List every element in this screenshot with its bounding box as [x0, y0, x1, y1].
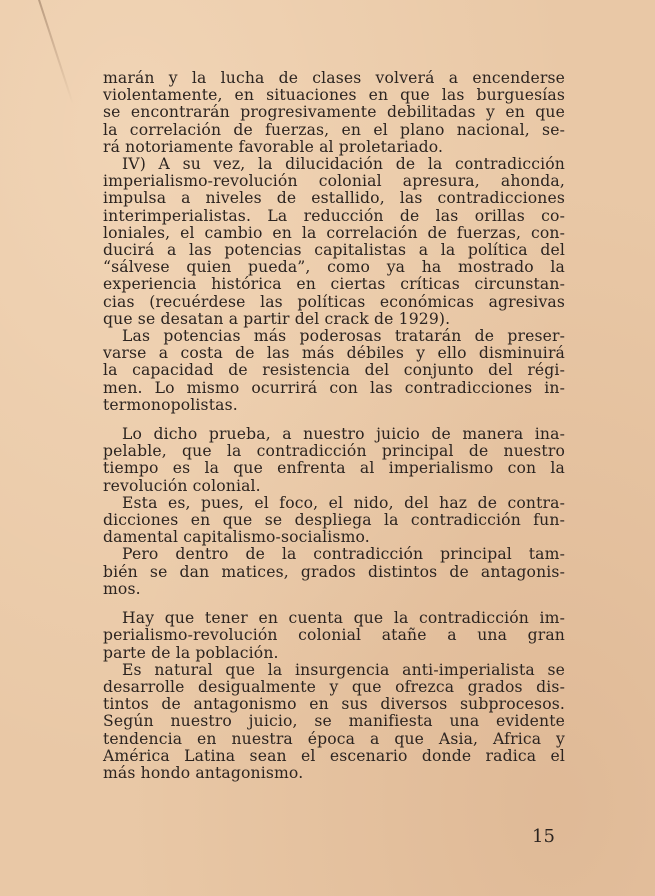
paragraph — [103, 426, 565, 495]
text-line: se encontrarán progresivamente debilitadas y en que — [103, 103, 565, 122]
text-line: Lo dicho prueba, a nuestro juicio de manera ina- — [122, 425, 565, 444]
text-line: imperialismo-revolución colonial apresura, ahonda, — [103, 172, 565, 191]
text-line: más hondo antagonismo. — [103, 763, 304, 782]
text-line: la capacidad de resistencia del conjunto del régi- — [103, 361, 565, 380]
text-line: Pero dentro de la contradicción principal tam- — [122, 545, 565, 564]
page-crease — [38, 0, 74, 105]
text-line: la correlación de fuerzas, en el plano nacional, se- — [103, 120, 565, 139]
text-line: experiencia histórica en ciertas críticas circunstan- — [103, 275, 565, 294]
text-line: perialismo-revolución colonial atañe a una gran — [103, 626, 565, 645]
text-line: Es natural que la insurgencia anti-imperialista se — [122, 660, 565, 679]
text-line: desarrolle desigualmente y que ofrezca grados dis- — [103, 677, 565, 696]
text-line: loniales, el cambio en la correlación de fuerzas, con- — [103, 223, 565, 242]
text-line: varse a costa de las más débiles y ello disminuirá — [103, 344, 565, 363]
text-line: bién se dan matices, grados distintos de antagonis- — [103, 562, 565, 581]
paragraph — [103, 328, 565, 414]
text-line: “sálvese quien pueda”, como ya ha mostrado la — [103, 258, 565, 277]
text-line: men. Lo mismo ocurrirá con las contradicciones in- — [103, 378, 565, 397]
text-line: tintos de antagonismo en sus diversos subprocesos. — [103, 695, 565, 714]
paragraph — [103, 610, 565, 662]
text-line: dicciones en que se despliega la contradicción fun- — [103, 511, 565, 530]
text-line: revolución colonial. — [103, 476, 261, 495]
text-line: impulsa a niveles de estallido, las contradicciones — [103, 189, 565, 208]
text-line: rá notoriamente favorable al proletariado. — [103, 137, 444, 156]
text-line: Según nuestro juicio, se manifiesta una evidente — [103, 712, 565, 731]
text-line: América Latina sean el escenario donde radica el — [103, 746, 565, 765]
paragraph — [103, 546, 565, 598]
book-page-text — [103, 70, 565, 782]
paragraph — [103, 70, 565, 156]
page-number: 15 — [532, 826, 555, 847]
text-line: tiempo es la que enfrenta al imperialismo con la — [103, 459, 565, 478]
text-line: termonopolistas. — [103, 395, 238, 414]
text-line: IV) A su vez, la dilucidación de la contradicción — [122, 155, 565, 174]
text-line: pelable, que la contradicción principal de nuestro — [103, 442, 565, 461]
text-line: Hay que tener en cuenta que la contradicción im- — [122, 609, 565, 628]
paragraph — [103, 662, 565, 782]
text-line: parte de la población. — [103, 643, 279, 662]
text-line: tendencia en nuestra época a que Asia, Africa y — [103, 729, 565, 748]
text-line: que se desatan a partir del crack de 1929). — [103, 309, 451, 328]
text-line: Las potencias más poderosas tratarán de preser- — [122, 327, 565, 346]
text-line: damental capitalismo-socialismo. — [103, 528, 370, 547]
text-line: cias (recuérdese las políticas económicas agresivas — [103, 292, 565, 311]
paragraph — [103, 495, 565, 547]
text-line: ducirá a las potencias capitalistas a la política del — [103, 241, 565, 260]
text-line: interimperialistas. La reducción de las orillas co- — [103, 206, 565, 225]
text-line: violentamente, en situaciones en que las burguesías — [103, 86, 565, 105]
text-line: mos. — [103, 579, 141, 598]
text-line: Esta es, pues, el foco, el nido, del haz de contra- — [122, 493, 565, 512]
text-line: marán y la lucha de clases volverá a encenderse — [103, 69, 565, 87]
paragraph — [103, 156, 565, 328]
